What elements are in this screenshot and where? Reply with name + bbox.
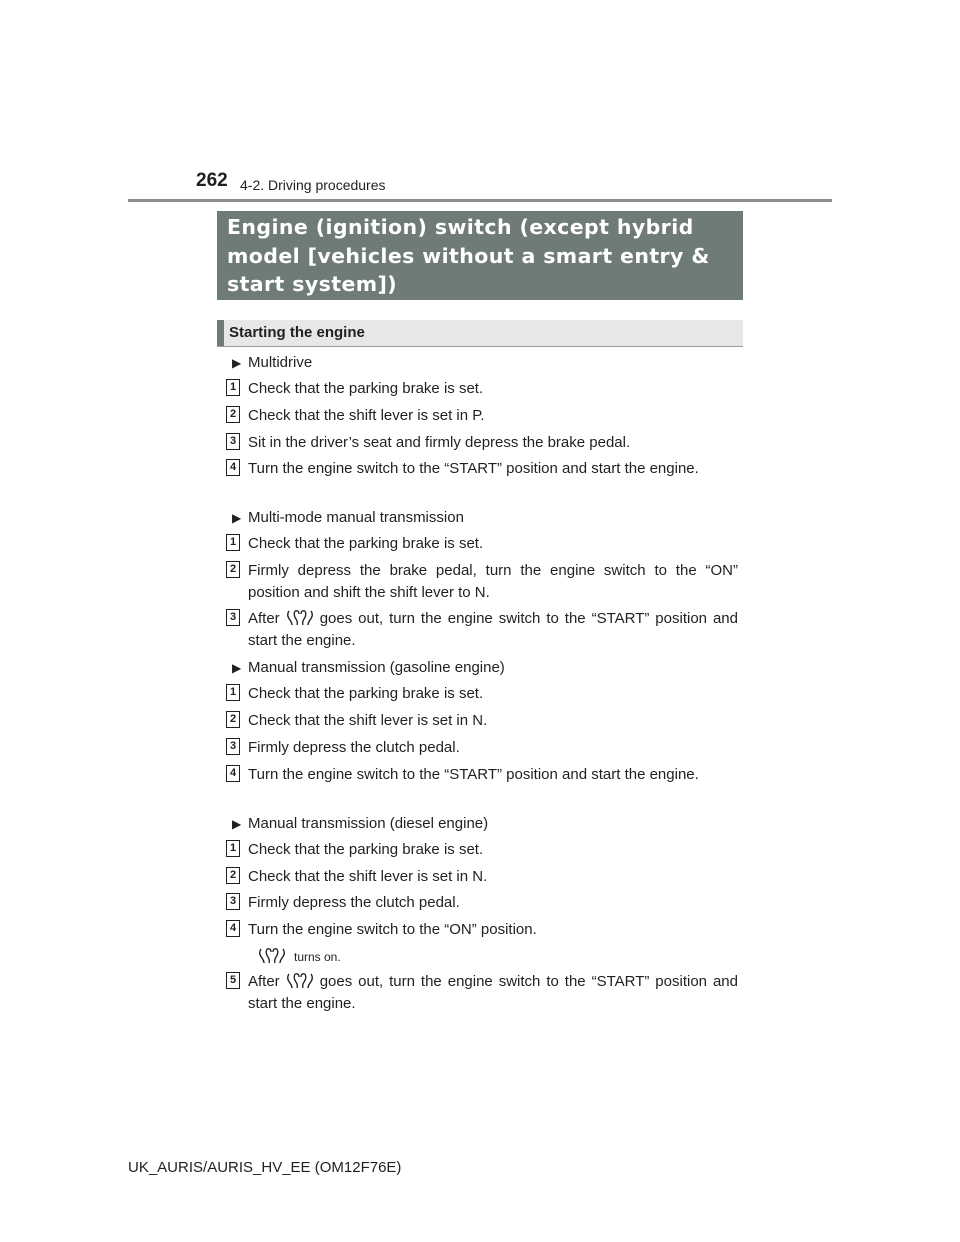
step-text-before: After [248, 973, 280, 990]
step-number: 3 [226, 433, 240, 450]
group-label: Multidrive [248, 354, 313, 371]
step-text: Check that the parking brake is set. [248, 380, 484, 397]
step-item [226, 378, 738, 400]
group-heading-multi-mode [232, 507, 464, 529]
step-number: 4 [226, 459, 240, 476]
page-number: 262 [196, 170, 228, 191]
triangle-bullet-icon: ▶ [232, 817, 242, 831]
step-text: Check that the parking brake is set. [248, 535, 484, 552]
step-text-after: goes out, turn the engine switch to the “START” position and start the engine. [248, 973, 738, 1012]
group-label: Multi-mode manual transmission [248, 509, 464, 526]
step-number: 1 [226, 840, 240, 857]
step-item [226, 432, 738, 454]
step-text: Check that the shift lever is set in N. [248, 868, 488, 885]
step-item [226, 683, 738, 705]
step-item [226, 458, 738, 480]
step-text [248, 971, 738, 1015]
step-item [226, 919, 738, 941]
step-item [226, 405, 738, 427]
glow-plug-indicator-icon [286, 609, 314, 626]
group-heading-multidrive [232, 352, 312, 374]
subheading-text: Starting the engine [229, 324, 365, 341]
note-text: turns on. [294, 950, 341, 964]
step-item [226, 971, 738, 1015]
group-label: Manual transmission (gasoline engine) [248, 659, 505, 676]
step-number: 1 [226, 684, 240, 701]
step-number: 3 [226, 738, 240, 755]
group-heading-manual-gasoline [232, 657, 505, 679]
triangle-bullet-icon: ▶ [232, 661, 242, 675]
step-text: Sit in the driver’s seat and firmly depress the brake pedal. [248, 434, 631, 451]
step-number: 4 [226, 765, 240, 782]
footer-model-code: UK_AURIS/AURIS_HV_EE (OM12F76E) [128, 1159, 402, 1176]
step-item [226, 608, 738, 652]
step-number: 2 [226, 711, 240, 728]
glow-plug-indicator-icon [286, 972, 314, 989]
step-text: Check that the parking brake is set. [248, 685, 484, 702]
header-divider [128, 199, 832, 202]
step-number: 2 [226, 867, 240, 884]
subheading-bar [217, 320, 743, 347]
step-text: Turn the engine switch to the “ON” position. [248, 921, 537, 938]
subheading-accent [217, 320, 224, 346]
step-item [226, 892, 738, 914]
step-text: Check that the shift lever is set in N. [248, 712, 488, 729]
step-text-before: After [248, 610, 280, 627]
step-item [226, 710, 738, 732]
step-note [248, 946, 341, 968]
step-text [248, 608, 738, 652]
page-title: Engine (ignition) switch (except hybrid model [vehicles without a smart entry & start system]) [217, 211, 743, 300]
step-number: 3 [226, 893, 240, 910]
step-number: 1 [226, 534, 240, 551]
step-text: Firmly depress the clutch pedal. [248, 739, 460, 756]
step-item [226, 737, 738, 759]
step-item [226, 866, 738, 888]
group-label: Manual transmission (diesel engine) [248, 815, 489, 832]
step-text: Turn the engine switch to the “START” position and start the engine. [248, 460, 699, 477]
step-number: 3 [226, 609, 240, 626]
step-text: Check that the shift lever is set in P. [248, 407, 485, 424]
step-item [226, 533, 738, 555]
step-item [226, 764, 738, 786]
step-text-after: goes out, turn the engine switch to the “START” position and start the engine. [248, 610, 738, 649]
group-heading-manual-diesel [232, 813, 488, 835]
step-text: Turn the engine switch to the “START” position and start the engine. [248, 766, 699, 783]
section-reference: 4-2. Driving procedures [240, 177, 386, 193]
step-item [226, 560, 738, 604]
step-text: Firmly depress the brake pedal, turn the engine switch to the “ON” position and shift the shift lever to N. [248, 562, 738, 601]
step-number: 2 [226, 406, 240, 423]
step-number: 1 [226, 379, 240, 396]
step-text: Firmly depress the clutch pedal. [248, 894, 460, 911]
step-text: Check that the parking brake is set. [248, 841, 484, 858]
step-number: 2 [226, 561, 240, 578]
glow-plug-indicator-icon [258, 947, 286, 964]
triangle-bullet-icon: ▶ [232, 356, 242, 370]
step-number: 5 [226, 972, 240, 989]
step-number: 4 [226, 920, 240, 937]
triangle-bullet-icon: ▶ [232, 511, 242, 525]
step-item [226, 839, 738, 861]
